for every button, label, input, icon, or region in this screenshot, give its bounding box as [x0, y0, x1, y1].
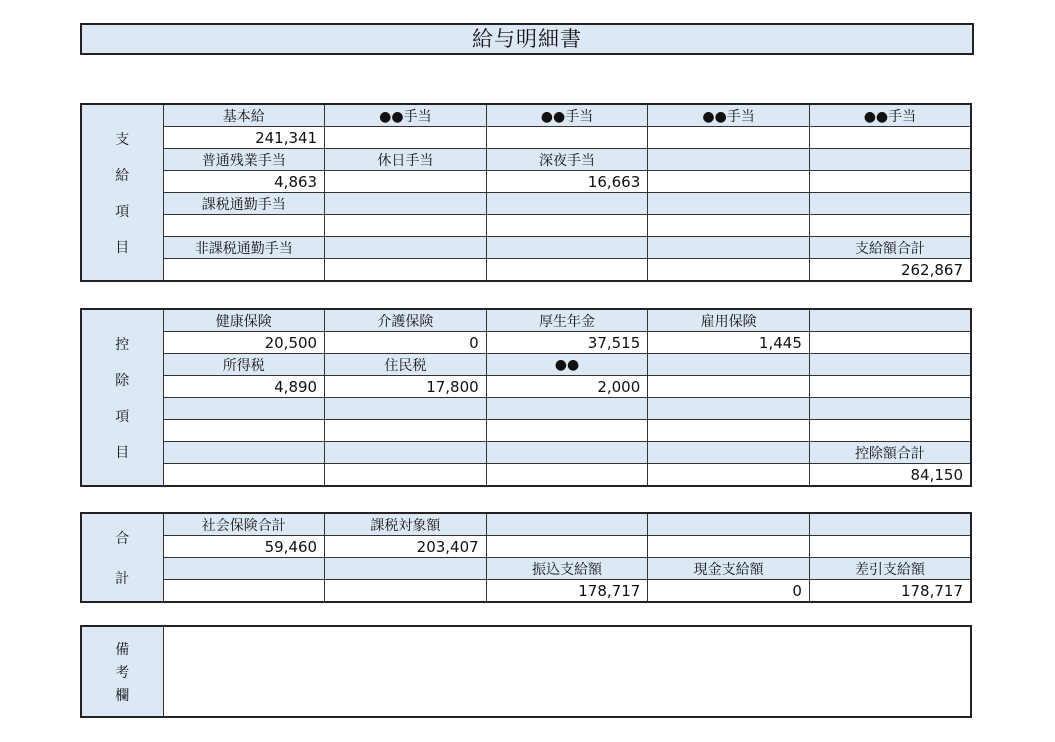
item-value[interactable]	[809, 332, 971, 354]
item-label	[163, 442, 325, 464]
remarks-side-header	[81, 626, 163, 717]
deduction-value-row	[81, 464, 971, 487]
item-value[interactable]	[648, 376, 810, 398]
item-value[interactable]	[325, 215, 487, 237]
item-label: ●●手当	[325, 104, 487, 127]
item-label	[163, 558, 325, 580]
net-pay-value[interactable]: 178,717	[809, 580, 971, 603]
payment-side-header	[81, 104, 163, 281]
deduction-value-row	[81, 332, 971, 354]
payment-value-row	[81, 171, 971, 193]
item-label	[809, 309, 971, 332]
item-label	[648, 149, 810, 171]
item-value[interactable]	[486, 420, 648, 442]
item-label: 非課税通勤手当	[163, 237, 325, 259]
totals-value-row	[81, 536, 971, 558]
payment-table	[80, 103, 972, 282]
deduction-label-row	[81, 354, 971, 376]
payment-label-row	[81, 104, 971, 127]
side-char: 支	[115, 131, 130, 148]
deduction-total-label: 控除額合計	[809, 442, 971, 464]
item-label	[809, 398, 971, 420]
side-char: 計	[115, 570, 130, 587]
deduction-label-row	[81, 309, 971, 332]
item-label: 休日手当	[325, 149, 487, 171]
remarks-section	[80, 625, 972, 718]
side-char: 合	[115, 530, 130, 547]
item-value[interactable]	[325, 259, 487, 282]
payment-label-row	[81, 237, 971, 259]
deduction-label-row	[81, 398, 971, 420]
item-label: 課税対象額	[325, 513, 487, 536]
item-label	[809, 354, 971, 376]
item-label: 住民税	[325, 354, 487, 376]
item-label: 課税通勤手当	[163, 193, 325, 215]
item-value[interactable]	[648, 259, 810, 282]
item-value[interactable]	[325, 420, 487, 442]
item-value[interactable]: 241,341	[163, 127, 325, 149]
item-label	[163, 398, 325, 420]
payment-value-row	[81, 215, 971, 237]
payment-total-value[interactable]: 262,867	[809, 259, 971, 282]
item-value[interactable]: 59,460	[163, 536, 325, 558]
item-value[interactable]	[163, 464, 325, 487]
item-value[interactable]	[486, 215, 648, 237]
item-label: 基本給	[163, 104, 325, 127]
item-label	[648, 237, 810, 259]
item-label	[325, 398, 487, 420]
item-value[interactable]	[486, 536, 648, 558]
item-label: 健康保険	[163, 309, 325, 332]
item-value[interactable]	[486, 259, 648, 282]
item-value[interactable]: 4,890	[163, 376, 325, 398]
item-label	[809, 193, 971, 215]
item-label: ●●手当	[809, 104, 971, 127]
deduction-value-row	[81, 420, 971, 442]
item-label	[809, 513, 971, 536]
item-label	[648, 193, 810, 215]
item-value[interactable]	[648, 464, 810, 487]
item-value[interactable]	[809, 420, 971, 442]
item-value[interactable]	[325, 171, 487, 193]
side-char: 控	[115, 336, 130, 353]
deduction-section	[80, 308, 972, 487]
payment-total-label: 支給額合計	[809, 237, 971, 259]
item-value[interactable]: 203,407	[325, 536, 487, 558]
item-label	[486, 237, 648, 259]
deduction-value-row	[81, 376, 971, 398]
item-label: 社会保険合計	[163, 513, 325, 536]
cash-pay-label: 現金支給額	[648, 558, 810, 580]
remarks-field[interactable]	[163, 626, 971, 717]
net-pay-label: 差引支給額	[809, 558, 971, 580]
item-value[interactable]	[163, 259, 325, 282]
payment-value-row	[81, 259, 971, 282]
item-value[interactable]	[809, 215, 971, 237]
transfer-pay-value[interactable]: 178,717	[486, 580, 648, 603]
page-title: 給与明細書	[80, 23, 974, 55]
side-char: 除	[115, 372, 130, 389]
item-label	[325, 237, 487, 259]
side-char: 項	[115, 203, 130, 220]
deduction-table	[80, 308, 972, 487]
item-value[interactable]: 20,500	[163, 332, 325, 354]
item-label	[325, 558, 487, 580]
item-value[interactable]	[486, 127, 648, 149]
cash-pay-value[interactable]: 0	[648, 580, 810, 603]
totals-label-row	[81, 513, 971, 536]
item-label: 普通残業手当	[163, 149, 325, 171]
item-value[interactable]: 1,445	[648, 332, 810, 354]
item-value[interactable]	[648, 171, 810, 193]
item-label: 深夜手当	[486, 149, 648, 171]
totals-table	[80, 512, 972, 603]
item-label: 雇用保険	[648, 309, 810, 332]
item-value[interactable]: 17,800	[325, 376, 487, 398]
side-char: 目	[115, 239, 130, 256]
item-label: ●●手当	[486, 104, 648, 127]
side-char: 項	[115, 408, 130, 425]
remarks-table	[80, 625, 972, 718]
item-value[interactable]: 0	[325, 332, 487, 354]
totals-label-row	[81, 558, 971, 580]
item-value[interactable]	[648, 215, 810, 237]
item-label	[648, 354, 810, 376]
item-label	[325, 442, 487, 464]
item-value[interactable]	[325, 127, 487, 149]
item-value[interactable]: 16,663	[486, 171, 648, 193]
item-label	[809, 149, 971, 171]
payment-label-row	[81, 149, 971, 171]
item-label	[486, 398, 648, 420]
item-value[interactable]: 2,000	[486, 376, 648, 398]
payment-section	[80, 103, 972, 282]
item-label: ●●手当	[648, 104, 810, 127]
transfer-pay-label: 振込支給額	[486, 558, 648, 580]
item-value[interactable]	[325, 464, 487, 487]
item-label	[325, 193, 487, 215]
item-value[interactable]	[648, 127, 810, 149]
side-char: 目	[115, 444, 130, 461]
item-label	[648, 398, 810, 420]
item-value[interactable]	[648, 536, 810, 558]
totals-value-row	[81, 580, 971, 603]
item-value[interactable]	[809, 127, 971, 149]
side-char: 給	[115, 167, 130, 184]
item-value[interactable]	[809, 536, 971, 558]
item-value[interactable]	[163, 580, 325, 603]
item-label	[486, 193, 648, 215]
item-value[interactable]: 37,515	[486, 332, 648, 354]
payment-label-row	[81, 193, 971, 215]
item-value[interactable]	[809, 171, 971, 193]
item-label	[648, 513, 810, 536]
item-label: 所得税	[163, 354, 325, 376]
item-label: 介護保険	[325, 309, 487, 332]
item-value[interactable]: 4,863	[163, 171, 325, 193]
item-value[interactable]	[648, 420, 810, 442]
item-value[interactable]	[486, 464, 648, 487]
payment-value-row	[81, 127, 971, 149]
deduction-total-value[interactable]: 84,150	[809, 464, 971, 487]
item-label	[486, 442, 648, 464]
side-char: 考	[115, 664, 130, 681]
item-label	[648, 442, 810, 464]
item-value[interactable]	[163, 420, 325, 442]
item-value[interactable]	[163, 215, 325, 237]
item-value[interactable]	[325, 580, 487, 603]
totals-section	[80, 512, 972, 603]
item-value[interactable]	[809, 376, 971, 398]
item-label	[486, 513, 648, 536]
side-char: 備	[115, 641, 130, 658]
item-label: 厚生年金	[486, 309, 648, 332]
totals-side-header	[81, 513, 163, 602]
side-char: 欄	[115, 687, 130, 704]
deduction-side-header	[81, 309, 163, 486]
item-label: ●●	[486, 354, 648, 376]
deduction-label-row	[81, 442, 971, 464]
